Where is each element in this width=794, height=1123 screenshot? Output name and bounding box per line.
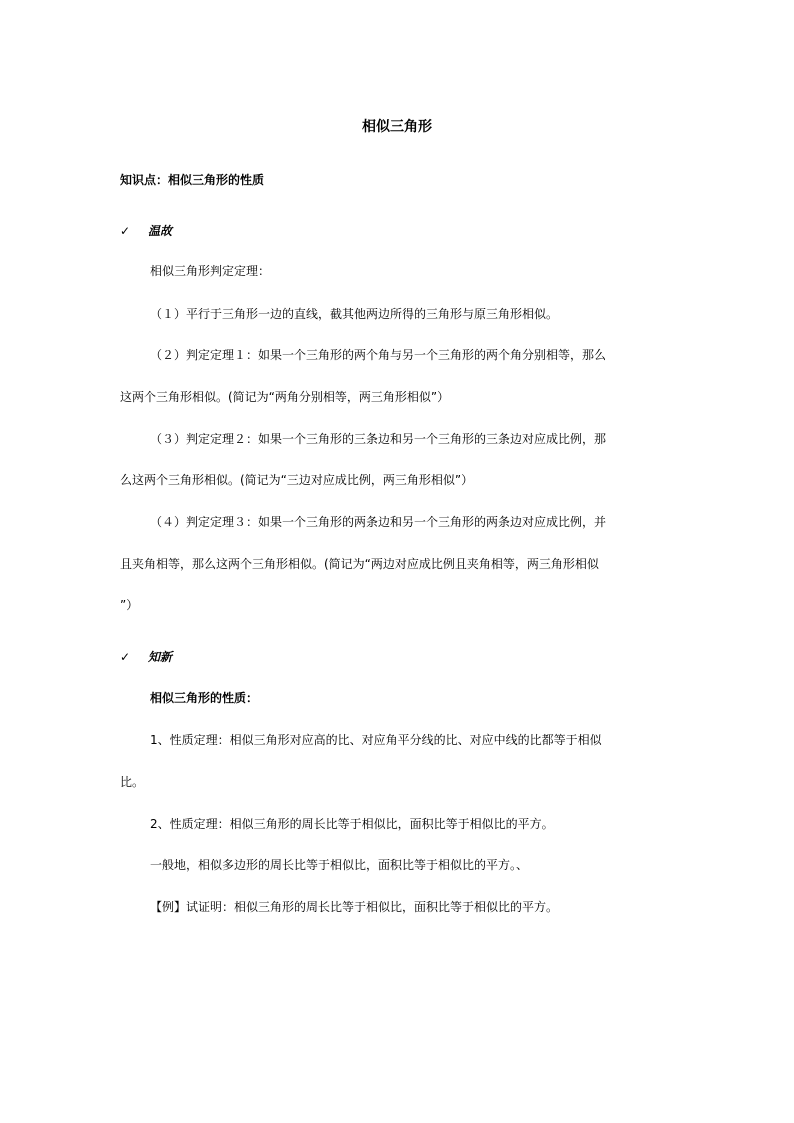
- review-intro: 相似三角形判定定理：: [150, 264, 271, 278]
- checkmark-icon: ✓: [120, 650, 131, 664]
- review-item-2-line-1: （２）判定定理１：如果一个三角形的两个角与另一个三角形的两个角分别相等，那么: [150, 348, 607, 362]
- property-1-line-1: 1、性质定理：相似三角形对应高的比、对应角平分线的比、对应中线的比都等于相似: [150, 733, 602, 747]
- example: 【例】试证明：相似三角形的周长比等于相似比，面积比等于相似比的平方。: [150, 900, 559, 914]
- review-item-4-line-2: 且夹角相等，那么这两个三角形相似。(简记为“两边对应成比例且夹角相等，两三角形相似: [120, 557, 599, 571]
- review-item-2-line-2: 这两个三角形相似。(简记为“两角分别相等，两三角形相似”）: [120, 390, 450, 404]
- review-heading: [120, 222, 172, 240]
- review-item-1: （１）平行于三角形一边的直线，截其他两边所得的三角形与原三角形相似。: [150, 307, 559, 321]
- review-item-3-line-1: （３）判定定理２：如果一个三角形的三条边和另一个三角形的三条边对应成比例，那: [150, 432, 607, 446]
- new-label: 知新: [148, 650, 173, 664]
- review-item-4-line-3: ”）: [120, 598, 139, 612]
- general-statement: 一般地，相似多边形的周长比等于相似比，面积比等于相似比的平方。、: [150, 858, 529, 872]
- review-item-4-line-1: （４）判定定理３：如果一个三角形的两条边和另一个三角形的两条边对应成比例，并: [150, 515, 607, 529]
- properties-heading: 相似三角形的性质：: [150, 691, 259, 705]
- new-heading: [120, 648, 172, 666]
- property-1-line-2: 比。: [120, 775, 145, 789]
- property-2: 2、性质定理：相似三角形的周长比等于相似比，面积比等于相似比的平方。: [150, 817, 554, 831]
- document-title: 相似三角形: [362, 119, 432, 135]
- checkmark-icon: ✓: [120, 224, 131, 238]
- review-label: 温故: [148, 224, 173, 238]
- review-item-3-line-2: 么这两个三角形相似。(简记为“三边对应成比例，两三角形相似”）: [120, 473, 474, 487]
- knowledge-point-heading: 知识点：相似三角形的性质: [120, 173, 265, 187]
